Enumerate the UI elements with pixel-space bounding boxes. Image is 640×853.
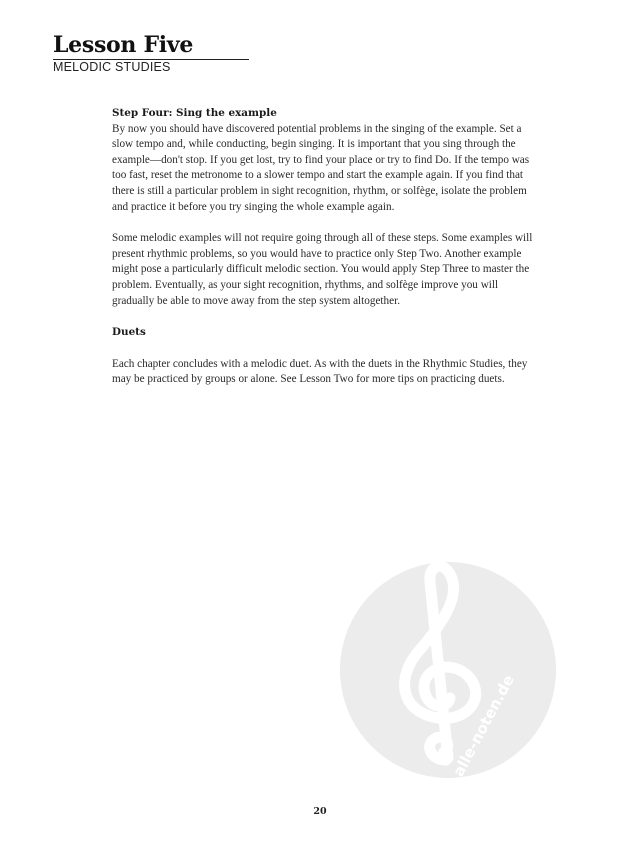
step-four-paragraph: By now you should have discovered potential problems in the singing of the example. Set a slow tempo and, while conducting, begin singing. It is important that you sing through the example—don't stop. If you get lost, try to find your place or try to find Do. If the tempo was too fast, reset the metronome to a slower tempo and start the example again. If you find that there is still a particular problem in sight recognition, rhythm, or solfège, isolate the problem and practice it before you try singing the whole example again. (112, 122, 530, 213)
paragraph-spacer (112, 341, 537, 357)
paragraph-spacer (112, 309, 537, 325)
duets-heading: Duets (112, 326, 146, 339)
melodic-examples-paragraph: Some melodic examples will not require going through all of these steps. Some examples will present rhythmic problems, so you would have to practice only Step Two. Another example might pose a particularly difficult melodic section. You would apply Step Three to master the problem. Eventually, as your sight recognition, rhythms, and solfège improve you will gradually be able to move away from the step system altogether. (112, 232, 533, 307)
watermark-text: alle-noten.de (449, 671, 518, 780)
paragraph-spacer (112, 215, 537, 231)
page-number: 20 (313, 806, 327, 817)
main-content (112, 106, 537, 388)
lesson-title: Lesson Five (53, 32, 194, 58)
lesson-subtitle: MELODIC STUDIES (53, 60, 171, 74)
duets-paragraph: Each chapter concludes with a melodic duet. As with the duets in the Rhythmic Studies, they may be practiced by groups or alone. See Lesson Two for more tips on practicing duets. (112, 357, 528, 386)
watermark-logo (338, 560, 558, 780)
step-four-heading: Step Four: Sing the example (112, 107, 277, 119)
